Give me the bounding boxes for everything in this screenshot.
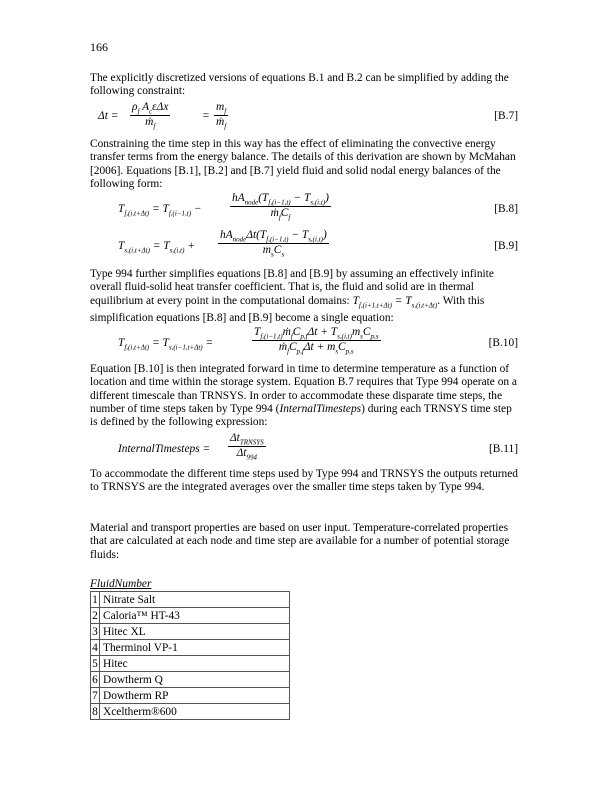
table-row [91, 592, 290, 608]
paragraph-integration-part2: ) during each TRNSYS time step is defined by the following expression: [90, 402, 512, 429]
fluid-name: Therminol VP-1 [100, 640, 290, 656]
equation-b7-tag: [B.7] [494, 110, 518, 122]
internal-timesteps-label: InternalTimesteps = [118, 443, 211, 455]
paragraph-integration-part1: Equation [B.10] is then integrated forward in time to determine temperature as a function of location and time within the storage system. Equation B.7 requires that Type 994 operate on a different timescale than TRNSYS. In order to accommodate these disparate time steps, the number of time steps taken by Type 994 ( [90, 363, 517, 415]
paragraph-material-properties: Material and transport properties are based on user input. Temperature-correlated properties that are calculated at each node and time step are available for a number of potential storage fluids: [90, 522, 510, 561]
fluid-name: Dowtherm Q [100, 672, 290, 688]
paragraph-constraint-effect: Constraining the time step in this way has the effect of eliminating the convective energy transfer terms from the energy balance. The details of this derivation are shown by McMahan [2006]. Equations [B.1], [B.2] and [B.7] yield fluid and solid nodal energy balances of the following form: [90, 138, 516, 190]
page-number: 166 [90, 40, 108, 54]
table-row [91, 624, 290, 640]
fluid-table [90, 591, 290, 720]
fluid-number: 5 [92, 657, 98, 670]
equation-b11-tag: [B.11] [489, 443, 518, 455]
paragraph-integration [90, 363, 522, 429]
equation-b8: $T_{f,(i,t+\Delta t)} = T_{f,(i-1,t)}$ − $hA_{node}(T_{f,(i-1,t)} - T_{s,(i,t)})$ $ṁ_fC_f$ [B.8] [118, 192, 518, 222]
equation-b9: $T_{s,(i,t+\Delta t)} = T_{s,(i,t)}$ + $hA_{node}\Delta t(T_{f,(i-1,t)} - T_{s,(i,t)})$ $m_sC_s$ [B.9] [118, 229, 518, 259]
equation-b10-tag: [B.10] [488, 337, 518, 349]
table-row [91, 656, 290, 672]
fluid-name: Hitec [100, 656, 290, 672]
fluid-number: 6 [92, 673, 98, 686]
equation-b11: InternalTimesteps = $\Delta t_{TRNSYS}$ $\Delta t_{994}$ [B.11] [118, 432, 518, 462]
table-row [91, 704, 290, 720]
paragraph-constraint-intro: The explicitly discretized versions of equations B.1 and B.2 can be simplified by adding the following constraint: [90, 72, 509, 98]
paragraph-type994-part1: Type 994 further simplifies equations [B.8] and [B.9] by assuming an effectively infinite overall fluid-solid heat transfer coefficient. That is, the fluid and solid are in thermal equilibrium at every point in the computational domains: [90, 268, 494, 307]
fluid-name: Dowtherm RP [100, 688, 290, 704]
fluid-name: Nitrate Salt [100, 592, 290, 608]
paragraph-type994-part2: . With this simplification equations [B.8] and [B.9] become a single equation: [90, 294, 485, 325]
paragraph-type994-simplification: Type 994 further simplifies equations [B.8] and [B.9] by assuming an effectively infinite overall fluid-solid heat transfer coefficient. That is, the fluid and solid are in thermal equilibrium at every point in the computational domains: $T_{f,(i+1,t+\Delta t)} = T_{s,(i,t+\Delta t)}$. With this simplification equations [B.8] and [B.9] become a single equation: [90, 268, 494, 325]
fluid-table-heading: FluidNumber [90, 578, 152, 590]
equation-b9-tag: [B.9] [494, 240, 518, 252]
fluid-number: 4 [92, 641, 98, 654]
paragraph-outputs: To accommodate the different time steps used by Type 994 and TRNSYS the outputs returned to TRNSYS are the integrated averages over the smaller time steps taken by Type 994. [90, 468, 519, 494]
fluid-name: Caloria™ HT-43 [100, 608, 290, 624]
fluid-name: Hitec XL [100, 624, 290, 640]
fluid-number: 1 [92, 593, 98, 606]
internal-timesteps-term: InternalTimesteps [279, 402, 362, 415]
fluid-number: 7 [92, 689, 98, 702]
equation-b8-tag: [B.8] [494, 203, 518, 215]
equation-b10: $T_{f,(i,t+\Delta t)} = T_{s,(i-1,t+\Delta t)}$ = $T_{f,(i-1,t)}ṁ_fC_{p,f}\Delta t + T_{s,(i,t)}m_sC_{p,s}$ $ṁ_fC_{p,f}\Delta t + m_sC_{p,s}$ [B.10] [118, 326, 518, 356]
fluid-number: 3 [92, 625, 98, 638]
table-row [91, 608, 290, 624]
table-row [91, 640, 290, 656]
equation-b7: Δt = $\rho_f$ $A_c\varepsilon\Delta x$ ṁ$_f$ = $\frac{m_f}{ṁ_f}$ [B.7] [98, 101, 518, 131]
fluid-number: 8 [92, 705, 98, 718]
table-row [91, 688, 290, 704]
table-row [91, 672, 290, 688]
fluid-number: 2 [92, 609, 98, 622]
fluid-name: Xceltherm®600 [100, 704, 290, 720]
